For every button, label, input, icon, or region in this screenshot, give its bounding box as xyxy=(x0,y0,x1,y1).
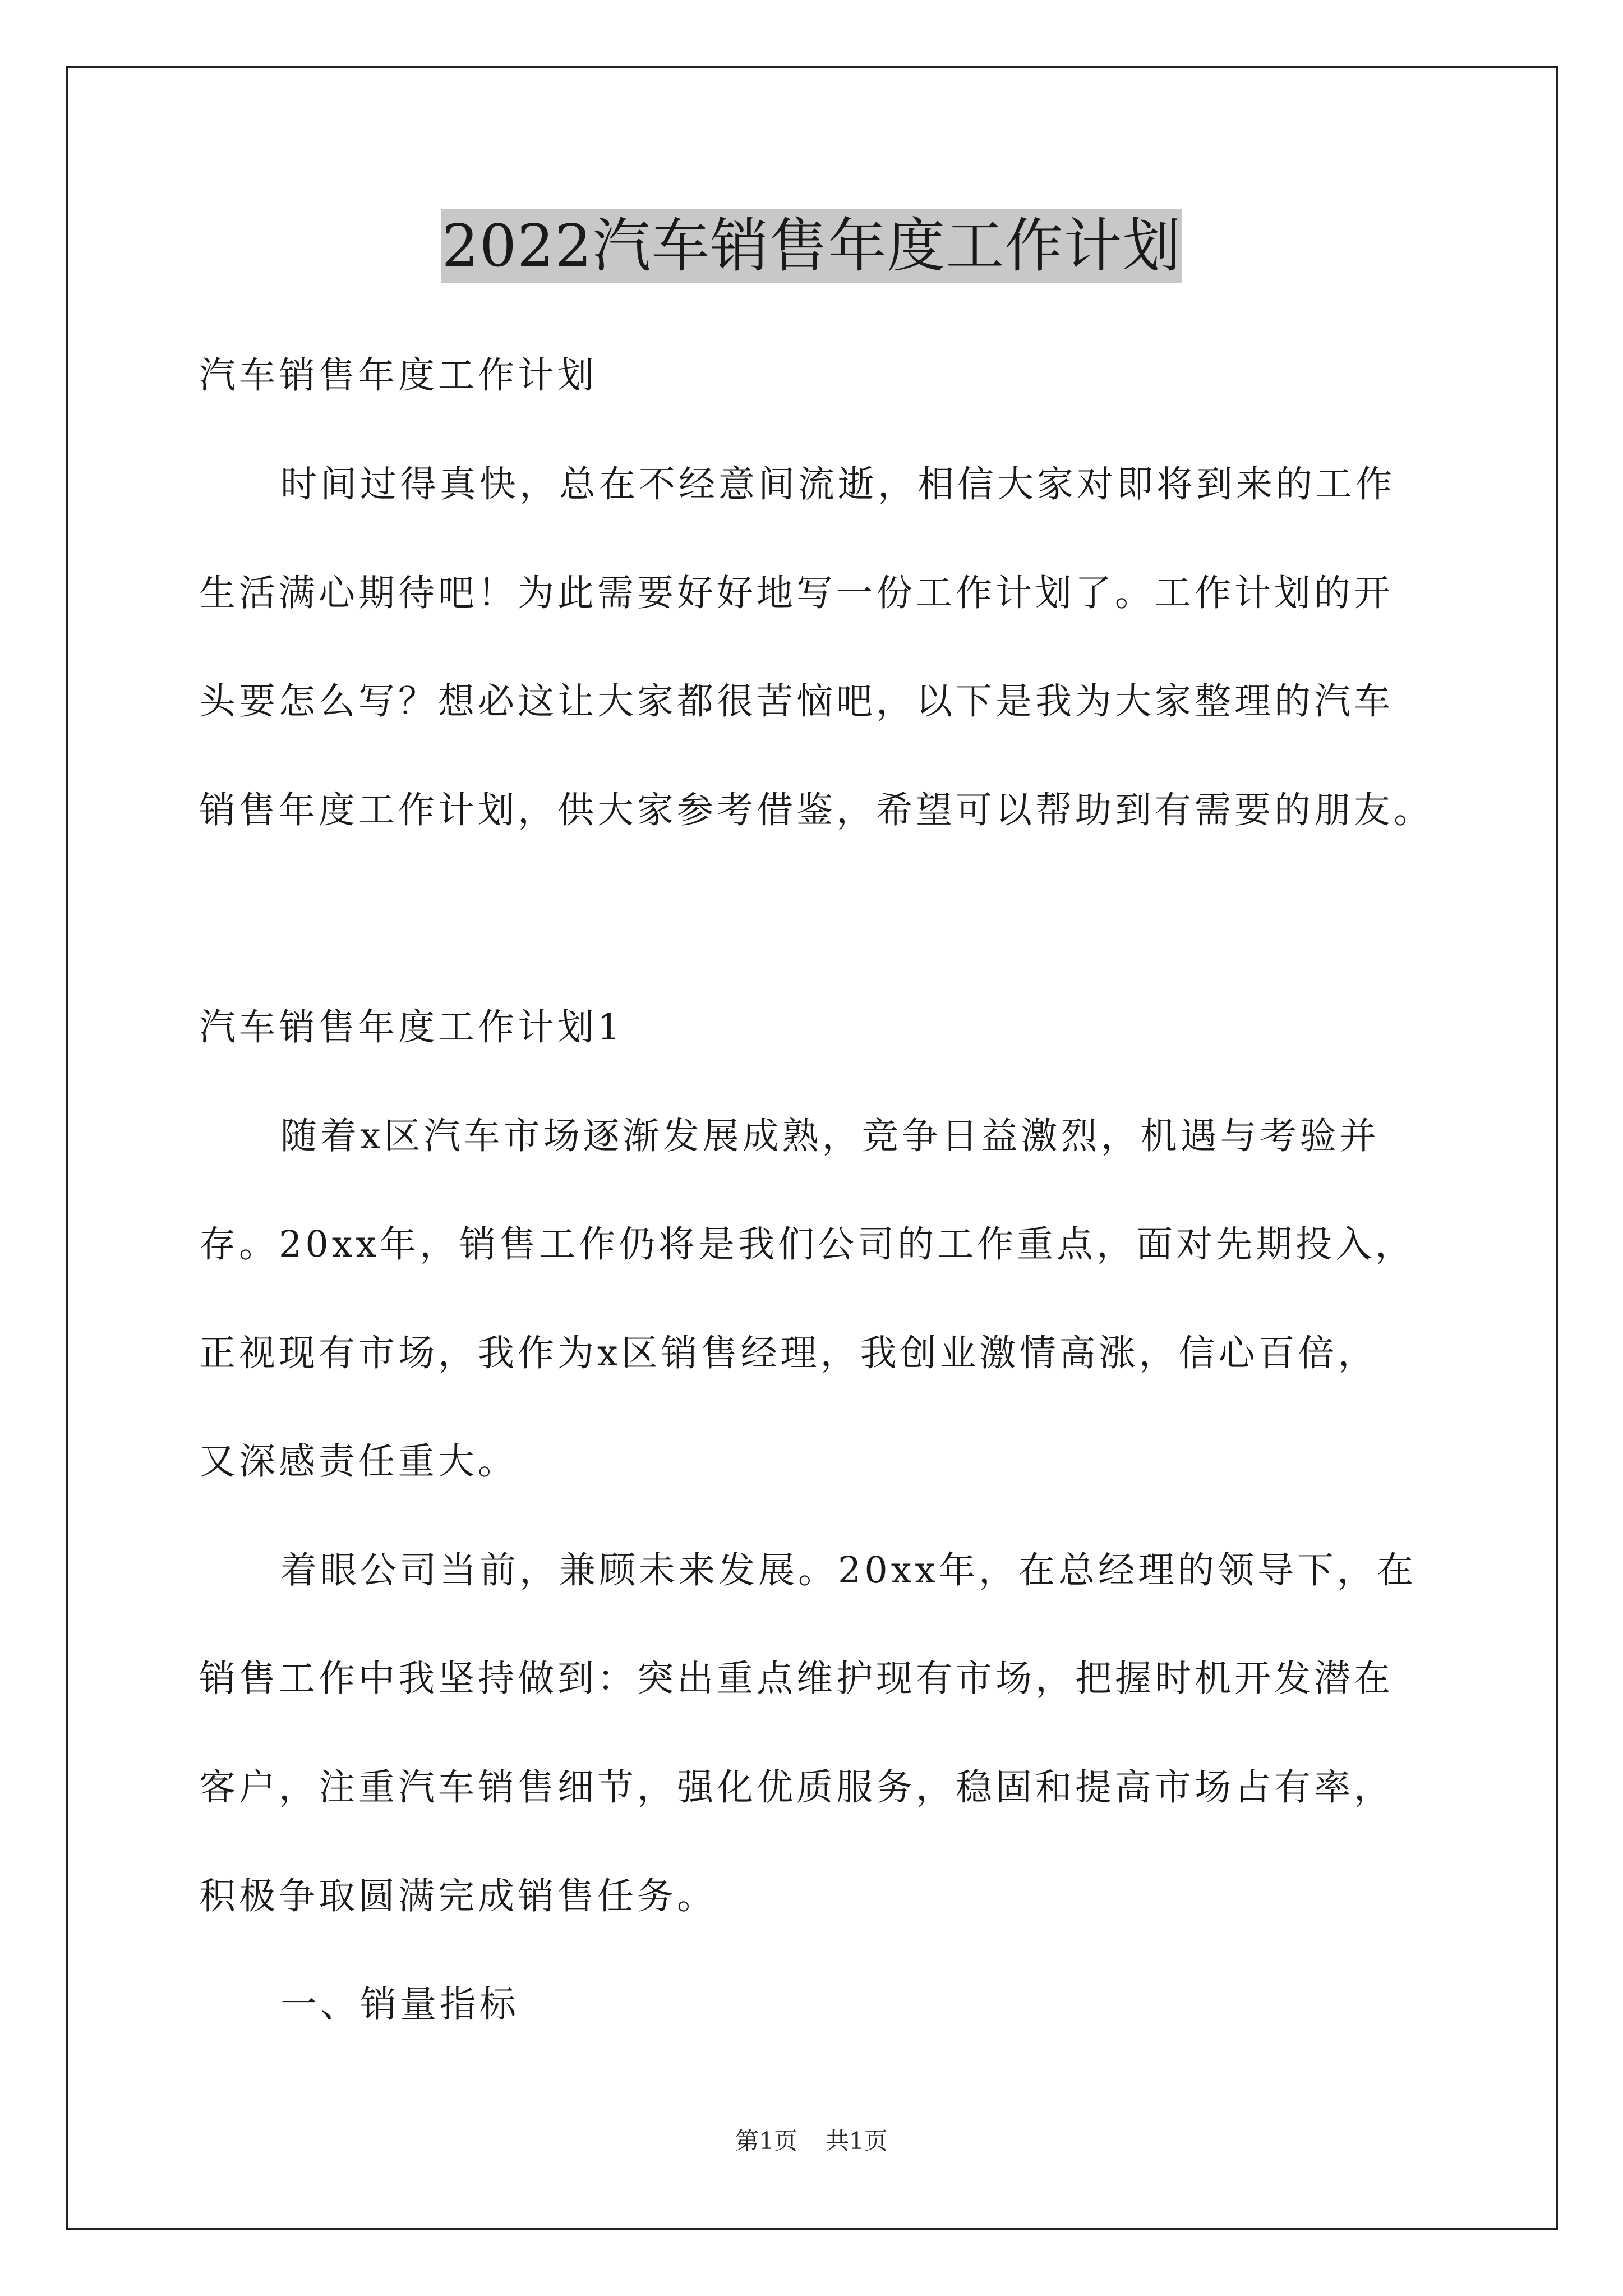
subsection-heading: 一、销量指标 xyxy=(280,1984,520,2026)
paragraph-line: 头要怎么写？想必这让大家都很苦恼吧，以下是我为大家整理的汽车 xyxy=(199,680,1394,723)
section-heading: 汽车销售年度工作计划1 xyxy=(199,1006,624,1048)
page-number: 第1页 xyxy=(735,2127,797,2155)
paragraph-line: 销售年度工作计划，供大家参考借鉴，希望可以帮助到有需要的朋友。 xyxy=(199,789,1434,831)
page-footer xyxy=(0,2127,1623,2155)
paragraph-line: 生活满心期待吧！为此需要好好地写一份工作计划了。工作计划的开 xyxy=(199,572,1394,614)
paragraph-line: 又深感责任重大。 xyxy=(199,1441,518,1483)
title-container xyxy=(0,209,1623,283)
paragraph-line: 销售工作中我坚持做到：突出重点维护现有市场，把握时机开发潜在 xyxy=(199,1658,1394,1700)
paragraph-line: 积极争取圆满完成销售任务。 xyxy=(199,1875,717,1917)
paragraph-line: 随着x区汽车市场逐渐发展成熟，竞争日益激烈，机遇与考验并 xyxy=(280,1115,1380,1157)
paragraph-line: 着眼公司当前，兼顾未来发展。20xx年，在总经理的领导下，在 xyxy=(280,1549,1417,1591)
subtitle-line: 汽车销售年度工作计划 xyxy=(199,355,598,397)
paragraph-line: 存。20xx年，销售工作仍将是我们公司的工作重点，面对先期投入， xyxy=(199,1223,1415,1266)
document-title: 2022汽车销售年度工作计划 xyxy=(441,209,1183,283)
paragraph-line: 客户，注重汽车销售细节，强化优质服务，稳固和提高市场占有率， xyxy=(199,1766,1394,1809)
paragraph-line: 正视现有市场，我作为x区销售经理，我创业激情高涨，信心百倍， xyxy=(199,1332,1378,1374)
page-total: 共1页 xyxy=(826,2127,888,2155)
paragraph-line: 时间过得真快，总在不经意间流逝，相信大家对即将到来的工作 xyxy=(280,463,1396,505)
